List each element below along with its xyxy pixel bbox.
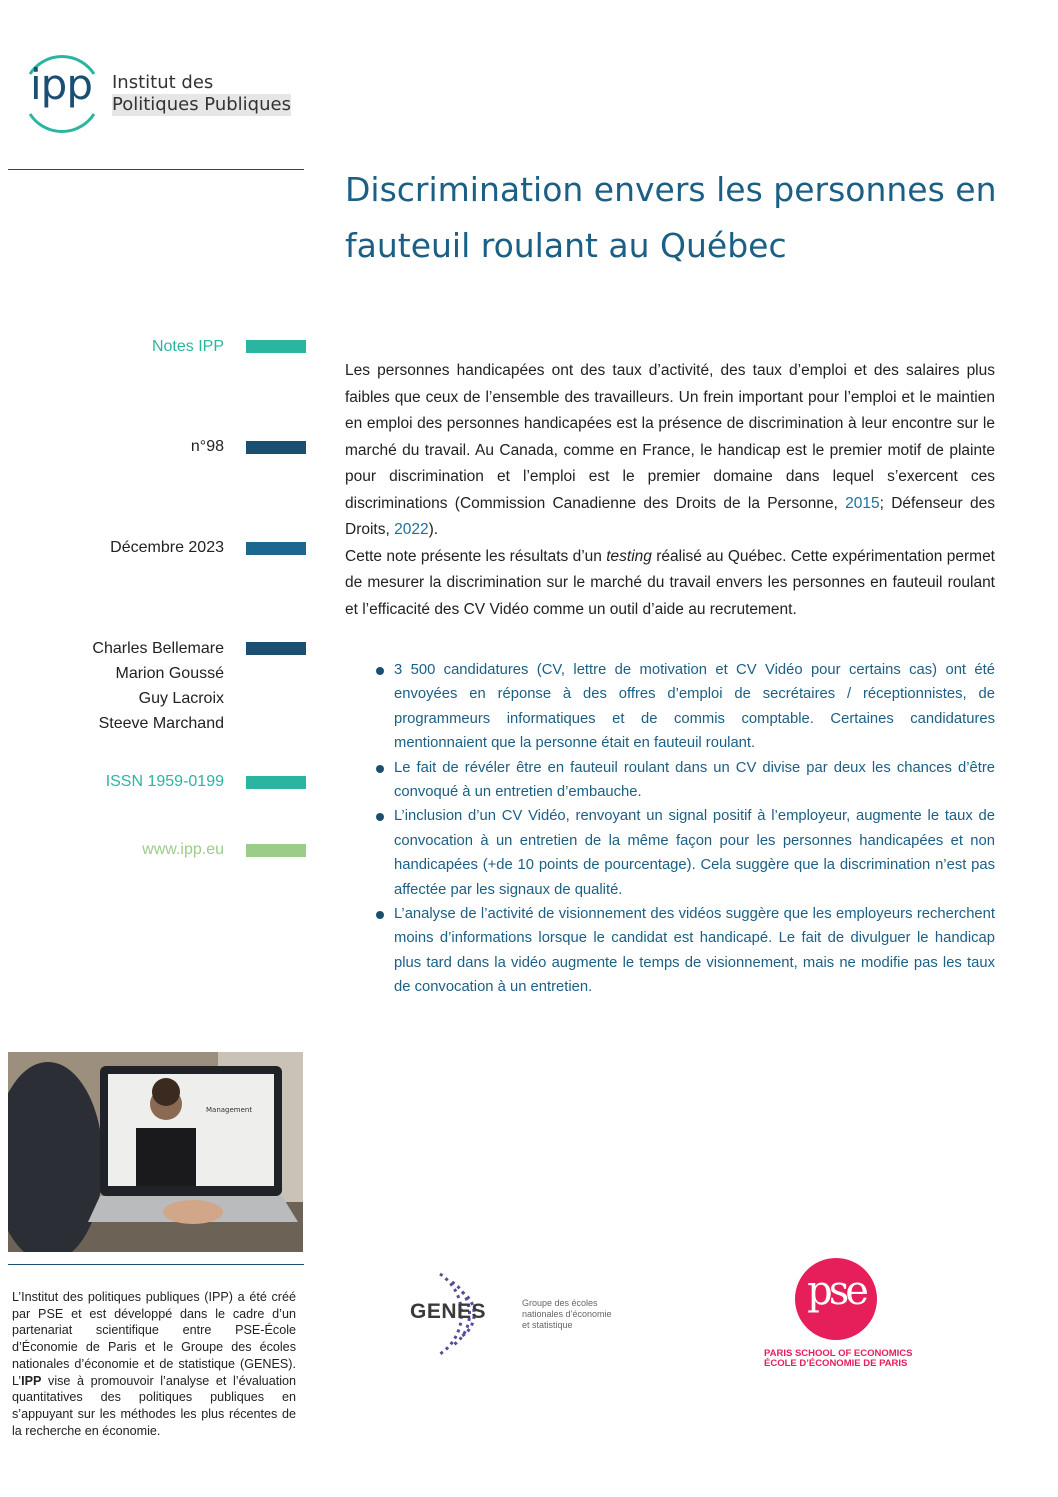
citation-2015[interactable]: 2015 xyxy=(845,494,880,512)
number-bar xyxy=(246,441,306,454)
finding-item: L’inclusion d’un CV Vidéo, renvoyant un signal positif à l’employeur, augmente le taux de convocation à un entretien de la même façon pour les personnes handicapées et non handicapées (+de 10 points de pourcentage). Cela suggère que la discrimination n’est pas affectée par les signaux de qualité. xyxy=(376,804,995,902)
ipp-logo-mark: ipp xyxy=(30,60,92,109)
finding-item: Le fait de révéler être en fauteuil roulant dans un CV divise par deux les chances d’être convoqué à un entretien d’embauche. xyxy=(376,756,995,805)
issn-bar xyxy=(246,776,306,789)
author-3: Guy Lacroix xyxy=(138,690,224,707)
series-label: Notes IPP xyxy=(151,338,224,355)
laptop-video-illustration xyxy=(8,1052,303,1252)
author-1: Charles Bellemare xyxy=(92,640,224,657)
intro-text xyxy=(345,358,995,623)
logo-line-2: Politiques Publiques xyxy=(112,94,291,115)
note-number: n°98 xyxy=(190,438,224,455)
logo-line-1: Institut des xyxy=(112,72,214,93)
author-4: Steeve Marchand xyxy=(98,715,224,732)
header-rule xyxy=(8,169,304,170)
finding-item: 3 500 candidatures (CV, lettre de motivation et CV Vidéo pour certains cas) ont été envoyées en réponse à des offres d’emploi de secrétaires / réceptionnistes, de programmeurs informatiques et de commis comptable. Certaines candidatures mentionnaient que la personne était en fauteuil roulant. xyxy=(376,658,995,756)
pse-name-en: PARIS SCHOOL OF ECONOMICS xyxy=(764,1348,913,1359)
website-bar xyxy=(246,844,306,857)
page-title: Discrimination envers les personnes en fauteuil roulant au Québec xyxy=(345,170,997,265)
pse-name-fr: ÉCOLE D’ÉCONOMIE DE PARIS xyxy=(764,1358,908,1369)
photo-rule xyxy=(8,1264,304,1265)
intro-paragraph-1: Les personnes handicapées ont des taux d’activité, des taux d’emploi et des salaires plus faibles que ceux de l’ensemble des travailleurs. Un frein important pour l’emploi et le maintien en emploi des personnes handicapées est la présence de discrimination à leur encontre sur le marché du travail. Au Canada, comme en France, le handicap est le premier motif de plainte pour discrimination et l’emploi est le premier domaine dans lequel s’exercent ces discriminations (Commission Canadienne des Droits de la Personne, 2015; Défenseur des Droits, 2022). xyxy=(345,362,995,538)
intro-paragraph-2: Cette note présente les résultats d’un testing réalisé au Québec. Cette expérimentation permet de mesurer la discrimination sur le marché du travail envers les personnes en fauteuil roulant et l’efficacité des CV Vidéo comme un outil d’aide au recrutement. xyxy=(345,547,995,618)
author-2: Marion Goussé xyxy=(115,665,224,682)
finding-item: L’analyse de l’activité de visionnement des vidéos suggère que les employeurs recherchent moins d’informations lorsque le candidat est handicapé. Le fait de divulguer le handicap plus tard dans la vidéo augmente le temps de visionnement, mais ne modifie pas les taux de convocation à un entretien. xyxy=(376,902,995,1000)
publication-date: Décembre 2023 xyxy=(110,539,224,556)
citation-2022[interactable]: 2022 xyxy=(394,521,429,538)
ipp-logo-name xyxy=(112,72,291,116)
pse-logo-mark: pse xyxy=(807,1268,865,1314)
screen-text: Management xyxy=(206,1106,253,1114)
genes-logo-name: GENES xyxy=(410,1300,487,1323)
issn: ISSN 1959-0199 xyxy=(105,773,224,790)
authors-bar xyxy=(246,642,306,655)
series-bar xyxy=(246,340,306,353)
website-link[interactable]: www.ipp.eu xyxy=(142,841,224,858)
about-ipp: L’Institut des politiques publiques (IPP) a été créé par PSE et est développé dans le cadre d’un partenariat scientifique entre PSE-École d’Économie de Paris et le Groupe des écoles nationales d’économie et de statistique (GENES). L’IPP vise à promouvoir l’analyse et l’évaluation quantitatives des politiques publiques en s’appuyant sur les méthodes les plus récentes de la recherche en économie. xyxy=(12,1290,296,1438)
date-bar xyxy=(246,542,306,555)
key-findings xyxy=(376,658,995,1000)
cover-photo xyxy=(8,1052,303,1252)
genes-logo-desc: Groupe des écoles nationales d’économie et statistique xyxy=(522,1298,612,1330)
